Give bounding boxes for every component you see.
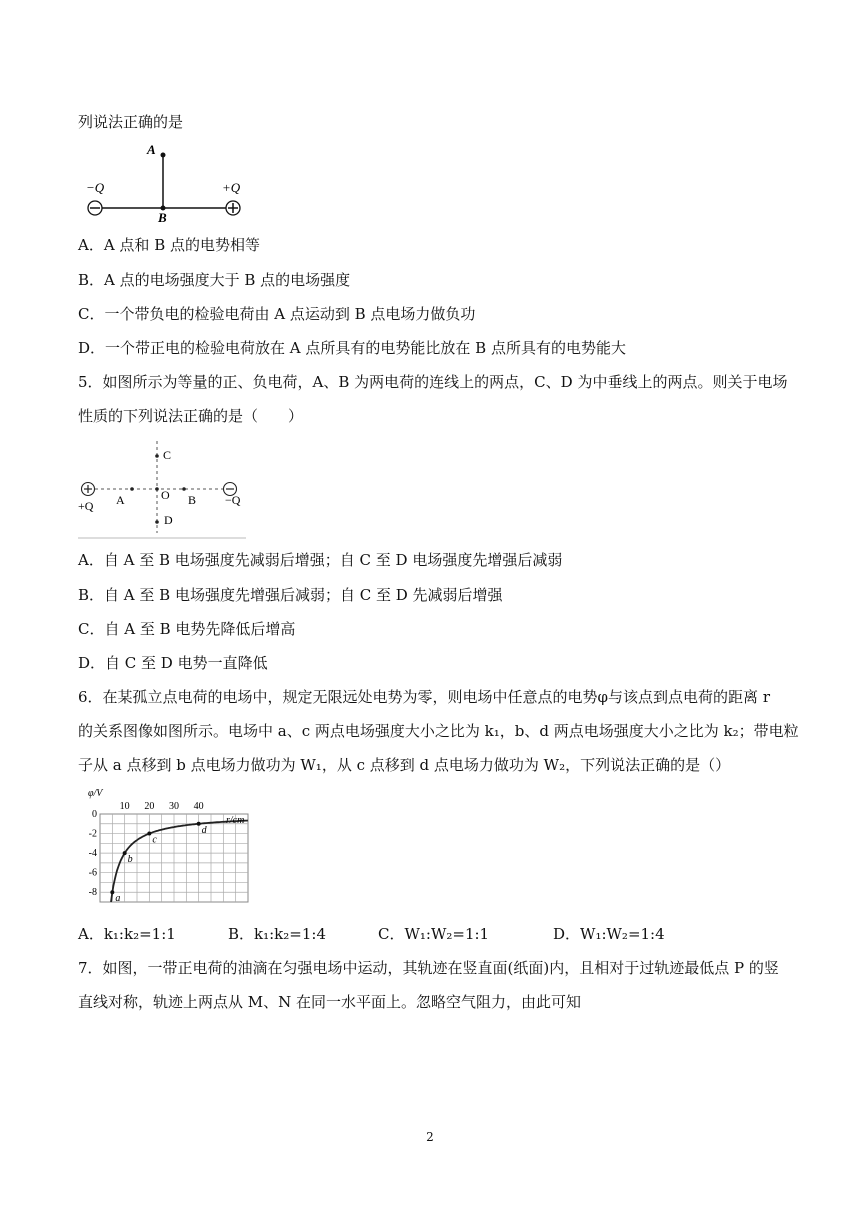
point-label-d: d xyxy=(201,824,207,836)
q4-option-d: D．一个带正电的检验电荷放在 A 点所具有的电势能比放在 B 点所具有的电势能大 xyxy=(78,339,626,357)
q5-stem-line1: 5．如图所示为等量的正、负电荷，A、B 为两电荷的连线上的两点，C、D 为中垂线上的两点。则关于电场 xyxy=(78,373,788,391)
point-d xyxy=(197,822,201,826)
point-label-a: a xyxy=(115,893,121,905)
y-tick-label: -4 xyxy=(88,848,97,860)
q6-option-a: A．k₁:k₂=1:1 xyxy=(78,925,176,943)
q4-option-a: A．A 点和 B 点的电势相等 xyxy=(78,236,260,254)
x-tick-label: 20 xyxy=(144,801,155,812)
point-a xyxy=(110,890,114,894)
page-number: 2 xyxy=(426,1130,434,1144)
q5-label-negQ: −Q xyxy=(225,493,241,507)
q5-stem-line2: 性质的下列说法正确的是（ ） xyxy=(78,407,304,425)
q5-option-d: D．自 C 至 D 电势一直降低 xyxy=(78,654,268,672)
q4-figure xyxy=(80,140,260,226)
y-tick-label: -8 xyxy=(88,887,97,899)
q7-stem-line2: 直线对称，轨迹上两点从 M、N 在同一水平面上。忽略空气阻力，由此可知 xyxy=(78,993,582,1011)
q4-option-c: C．一个带负电的检验电荷由 A 点运动到 B 点电场力做负功 xyxy=(78,305,476,323)
q4-option-b: B．A 点的电场强度大于 B 点的电场强度 xyxy=(78,271,351,289)
q6-options xyxy=(78,923,778,945)
q4-label-A: A xyxy=(147,142,156,157)
phi-r-chart xyxy=(78,786,258,906)
q4-label-posQ: +Q xyxy=(222,180,241,195)
q5-label-B: B xyxy=(188,493,197,507)
q5-figure xyxy=(78,438,250,540)
point-label-b: b xyxy=(127,854,133,866)
q5-option-a: A．自 A 至 B 电场强度先减弱后增强；自 C 至 D 电场强度先增强后减弱 xyxy=(78,551,563,569)
q6-stem-line3: 子从 a 点移到 b 点电场力做功为 W₁，从 c 点移到 d 点电场力做功为 W₂，下列说法正确的是（） xyxy=(78,756,731,774)
q4-label-negQ: −Q xyxy=(86,180,105,195)
q6-option-d: D．W₁:W₂=1:4 xyxy=(553,925,665,943)
q7-stem-line1: 7．如图，一带正电荷的油滴在匀强电场中运动，其轨迹在竖直面(纸面)内，且相对于过轨迹最低点 P 的竖 xyxy=(78,959,779,977)
point-b xyxy=(123,851,127,855)
q5-label-D: D xyxy=(164,513,173,527)
x-axis-label: r/cm xyxy=(226,815,245,826)
y-tick-label: -2 xyxy=(88,828,97,840)
q5-label-O: O xyxy=(161,488,170,502)
q6-stem-line2: 的关系图像如图所示。电场中 a、c 两点电场强度大小之比为 k₁，b、d 两点电场强度大小之比为 k₂；带电粒 xyxy=(78,722,799,740)
point-label-c: c xyxy=(152,834,157,846)
q5-option-b: B．自 A 至 B 电场强度先增强后减弱；自 C 至 D 先减弱后增强 xyxy=(78,586,503,604)
x-tick-label: 30 xyxy=(169,801,179,812)
y-tick-label: -6 xyxy=(88,867,97,879)
q5-label-posQ: +Q xyxy=(78,499,94,513)
y-tick-label: 0 xyxy=(92,809,97,820)
x-tick-label: 10 xyxy=(119,801,130,812)
q6-option-c: C．W₁:W₂=1:1 xyxy=(378,925,490,943)
q5-label-A: A xyxy=(116,493,125,507)
q4-stem-tail: 列说法正确的是 xyxy=(78,113,184,131)
q6-option-b: B．k₁:k₂=1:4 xyxy=(228,925,326,943)
point-c xyxy=(147,832,151,836)
x-tick-label: 40 xyxy=(193,801,204,812)
q6-stem-line1: 6．在某孤立点电荷的电场中，规定无限远处电势为零，则电场中任意点的电势φ与该点到点电荷的距离 r xyxy=(78,688,770,706)
q4-label-B: B xyxy=(158,210,167,225)
y-axis-label: φ/V xyxy=(88,788,103,799)
q5-option-c: C．自 A 至 B 电势先降低后增高 xyxy=(78,620,296,638)
q5-label-C: C xyxy=(163,448,172,462)
